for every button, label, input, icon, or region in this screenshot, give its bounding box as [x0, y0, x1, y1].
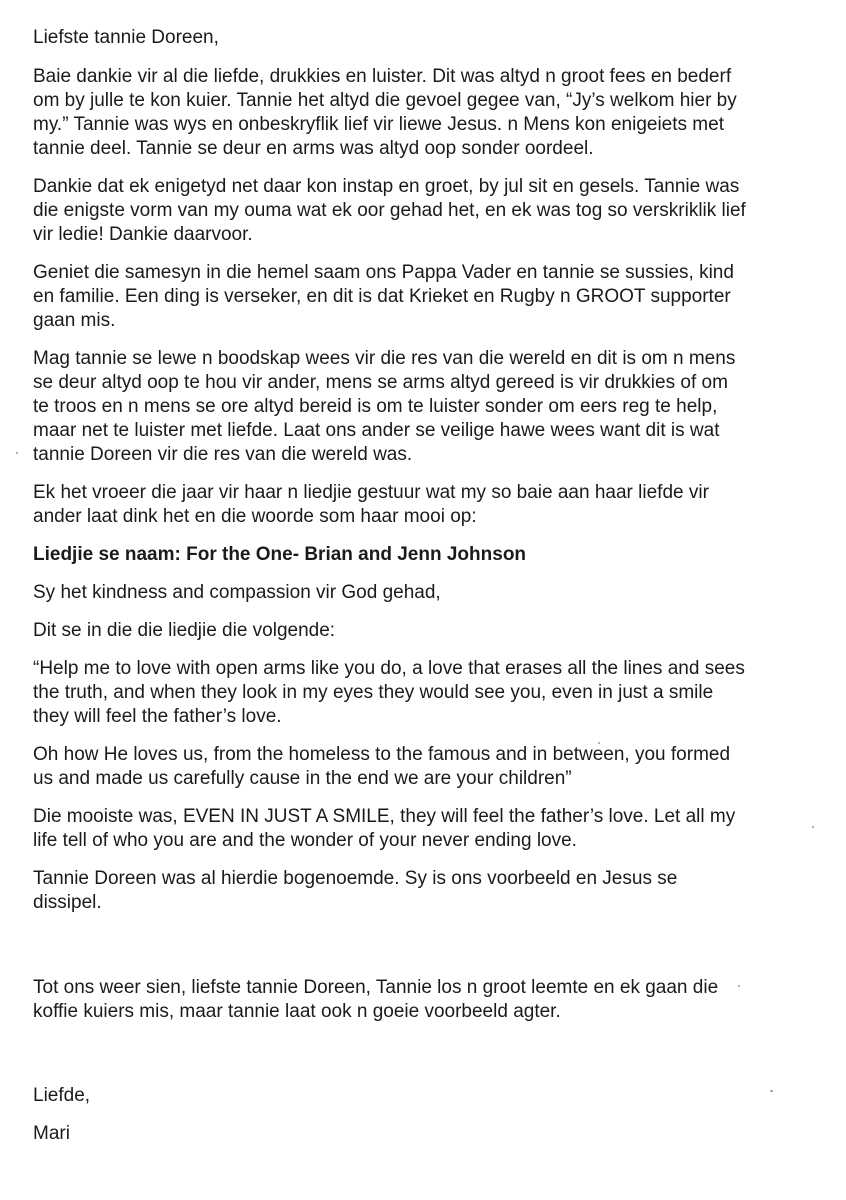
paragraph-summary: Tannie Doreen was al hierdie bogenoemde. Sy is ons voorbeeld en Jesus se dissipel.	[33, 868, 678, 913]
paragraph-reflection: Die mooiste was, EVEN IN JUST A SMILE, they will feel the father’s love. Let all my life tell of who you are and the wonder of your never ending love.	[33, 806, 736, 851]
kindness-line: Sy het kindness and compassion vir God gehad,	[33, 582, 441, 603]
letter-body	[33, 26, 823, 1146]
scan-speck	[16, 452, 18, 454]
letter-greeting: Liefste tannie Doreen,	[33, 27, 219, 48]
scan-speck	[812, 826, 814, 828]
paragraph-grandmother: Dankie dat ek enigetyd net daar kon instap en groet, by jul sit en gesels. Tannie was die enigste vorm van my ouma wat ek oor gehad het, en ek was tog so verskriklik lief vir ledie! Dankie daarvoor.	[33, 176, 746, 245]
scan-speck	[598, 742, 600, 744]
paragraph-heaven: Geniet die samesyn in die hemel saam ons Pappa Vader en tannie se sussies, kind en familie. Een ding is verseker, en dit is dat Krieket en Rugby n GROOT supporter gaan mis.	[33, 262, 734, 331]
song-title: Liedjie se naam: For the One- Brian and Jenn Johnson	[33, 544, 527, 565]
scan-speck	[738, 985, 740, 987]
letter-signature: Mari	[33, 1123, 70, 1144]
lyrics-verse-2: Oh how He loves us, from the homeless to the famous and in between, you formed us and made us carefully cause in the end we are your children”	[33, 744, 731, 789]
paragraph-message: Mag tannie se lewe n boodskap wees vir die res van die wereld en dit is om n mens se deur altyd oop te hou vir ander, mens se arms altyd gereed is vir drukkies of om te troos en n mens se ore altyd bereid is om te luister sonder om eers reg te help, maar net te luister met liefde. Laat ons ander se veilige hawe wees want dit is wat tannie Doreen vir die res van die wereld was.	[33, 348, 736, 465]
paragraph-thanks: Baie dankie vir al die liefde, drukkies en luister. Dit was altyd n groot fees en bederf om by julle te kon kuier. Tannie het altyd die gevoel gegee van, “Jy’s welkom hier by my.” Tannie was wys en onbeskryflik lief vir liewe Jesus. n Mens kon enigeiets met tannie deel. Tannie se deur en arms was altyd oop sonder oordeel.	[33, 66, 737, 159]
lyrics-verse-1: “Help me to love with open arms like you do, a love that erases all the lines and sees the truth, and when they look in my eyes they would see you, even in just a smile they will feel the father’s love.	[33, 658, 745, 727]
letter-closing: Liefde,	[33, 1085, 91, 1106]
paragraph-song-intro: Ek het vroeer die jaar vir haar n liedjie gestuur wat my so baie aan haar liefde vir ander laat dink het en die woorde som haar mooi op:	[33, 482, 709, 527]
lyrics-intro: Dit se in die die liedjie die volgende:	[33, 620, 336, 641]
scan-speck	[770, 1090, 773, 1092]
paragraph-farewell: Tot ons weer sien, liefste tannie Doreen, Tannie los n groot leemte en ek gaan die koffie kuiers mis, maar tannie laat ook n goeie voorbeeld agter.	[33, 977, 719, 1022]
